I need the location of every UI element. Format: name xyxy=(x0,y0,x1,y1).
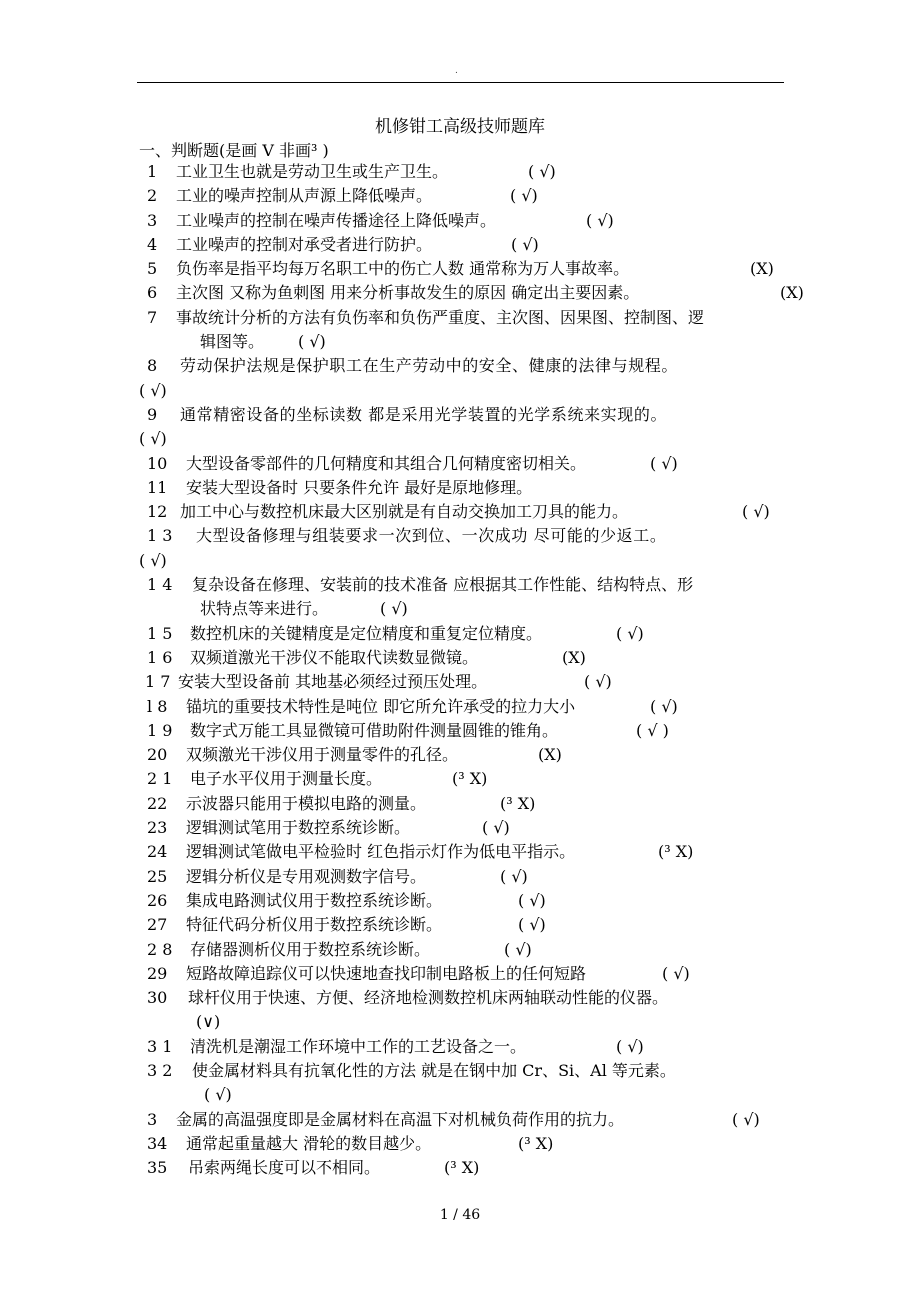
question-answer: ( √ ) xyxy=(636,720,669,740)
question-text: 使金属材料具有抗氧化性的方法 就是在钢中加 Cr、Si、Al 等元素。 xyxy=(192,1060,676,1080)
question-number: 5 xyxy=(147,259,158,279)
question-item xyxy=(0,573,920,597)
question-item xyxy=(0,160,920,184)
question-number: 25 xyxy=(147,866,168,886)
question-number: 35 xyxy=(147,1158,168,1178)
question-number: 22 xyxy=(147,793,168,813)
question-continuation xyxy=(0,1010,920,1034)
question-item xyxy=(0,670,920,694)
question-item xyxy=(0,622,920,646)
question-item xyxy=(0,816,920,840)
question-text: 负伤率是指平均每万名职工中的伤亡人数 通常称为万人事故率。 xyxy=(176,259,630,279)
question-text: 通常起重量越大 滑轮的数目越少。 xyxy=(186,1133,432,1153)
question-answer: (X) xyxy=(750,259,774,279)
question-list xyxy=(0,160,920,1180)
question-continuation xyxy=(0,597,920,621)
question-answer: ( √) xyxy=(204,1085,232,1105)
question-number: 23 xyxy=(147,818,168,838)
question-answer: ( √) xyxy=(650,696,678,716)
question-answer: ( √) xyxy=(510,186,538,206)
question-item xyxy=(0,233,920,257)
question-answer: ( √) xyxy=(511,234,539,254)
question-answer: ( √) xyxy=(662,963,690,983)
question-number: 4 xyxy=(147,234,158,254)
question-number: 11 xyxy=(147,477,168,497)
question-text: 主次图 又称为鱼刺图 用来分析事故发生的原因 确定出主要因素。 xyxy=(176,283,640,303)
question-item xyxy=(0,209,920,233)
question-number: 3 1 xyxy=(147,1036,173,1056)
question-number: l 8 xyxy=(147,696,168,716)
question-item xyxy=(0,403,920,427)
question-item xyxy=(0,792,920,816)
question-answer: (³ X) xyxy=(444,1158,480,1178)
question-text: 数字式万能工具显微镜可借助附件测量圆锥的锥角。 xyxy=(190,720,559,740)
question-item xyxy=(0,1108,920,1132)
question-number: 20 xyxy=(147,745,168,765)
question-item xyxy=(0,257,920,281)
question-number: 10 xyxy=(147,453,168,473)
question-number: 8 xyxy=(147,356,158,376)
header-rule xyxy=(137,82,784,83)
question-answer: ( √) xyxy=(616,623,644,643)
question-item xyxy=(0,646,920,670)
question-answer: (³ X) xyxy=(658,842,694,862)
question-answer: (X) xyxy=(562,647,586,667)
question-continuation xyxy=(0,379,920,403)
question-item xyxy=(0,913,920,937)
question-text: 大型设备修理与组装要求一次到位、一次成功 尽可能的少返工。 xyxy=(196,526,667,546)
question-number: 1 7 xyxy=(145,672,171,692)
question-continuation xyxy=(0,330,920,354)
question-answer: ( √) xyxy=(616,1036,644,1056)
question-answer: (∨) xyxy=(196,1012,221,1032)
question-answer: ( √) xyxy=(500,866,528,886)
question-item xyxy=(0,889,920,913)
question-answer: ( √) xyxy=(504,939,532,959)
document-title: 机修钳工高级技师题库 xyxy=(375,117,545,137)
question-number: 1 4 xyxy=(147,575,173,595)
question-text: 示波器只能用于模拟电路的测量。 xyxy=(186,793,427,813)
question-number: 27 xyxy=(147,915,168,935)
question-item xyxy=(0,306,920,330)
question-item xyxy=(0,524,920,548)
question-text: 安装大型设备时 只要条件允许 最好是原地修理。 xyxy=(186,477,533,497)
question-number: 9 xyxy=(147,404,158,424)
question-answer: (X) xyxy=(538,745,562,765)
question-text-continued: 辑图等。 xyxy=(200,332,265,352)
question-item xyxy=(0,938,920,962)
question-number: 1 xyxy=(147,162,158,181)
question-number: 1 3 xyxy=(147,526,173,546)
question-text: 通常精密设备的坐标读数 都是采用光学装置的光学系统来实现的。 xyxy=(180,404,668,424)
question-number: 1 5 xyxy=(147,623,173,643)
question-text: 复杂设备在修理、安装前的技术准备 应根据其工作性能、结构特点、形 xyxy=(192,575,694,595)
question-answer: ( √) xyxy=(528,162,556,181)
question-item xyxy=(0,354,920,378)
question-continuation xyxy=(0,549,920,573)
header-dot: . xyxy=(455,66,458,76)
question-answer: (X) xyxy=(780,283,804,303)
question-number: 3 xyxy=(147,210,158,230)
question-number: 2 8 xyxy=(147,939,173,959)
question-text: 工业的噪声控制从声源上降低噪声。 xyxy=(176,186,433,206)
question-answer: ( √) xyxy=(650,453,678,473)
question-answer: (³ X) xyxy=(500,793,536,813)
section-heading: 一、判断题(是画 V 非画³ ) xyxy=(139,141,329,160)
question-number: 1 6 xyxy=(147,647,173,667)
question-text-continued: 状特点等来进行。 xyxy=(200,599,329,619)
question-item xyxy=(0,962,920,986)
question-item xyxy=(0,865,920,889)
question-answer: (³ X) xyxy=(452,769,488,789)
question-text: 球杆仪用于快速、方便、经济地检测数控机床两轴联动性能的仪器。 xyxy=(188,988,669,1008)
question-item xyxy=(0,719,920,743)
question-text: 金属的高温强度即是金属材料在高温下对机械负荷作用的抗力。 xyxy=(176,1109,625,1129)
question-number: 34 xyxy=(147,1133,168,1153)
question-text: 存储器测析仪用于数控系统诊断。 xyxy=(190,939,431,959)
question-number: 2 xyxy=(147,186,158,206)
question-answer: ( √) xyxy=(742,502,770,522)
question-text: 工业卫生也就是劳动卫生或生产卫生。 xyxy=(176,162,449,181)
question-answer: ( √) xyxy=(518,890,546,910)
question-text: 事故统计分析的方法有负伤率和负伤严重度、主次图、因果图、控制图、逻 xyxy=(176,307,705,327)
question-continuation xyxy=(0,427,920,451)
question-text: 数控机床的关键精度是定位精度和重复定位精度。 xyxy=(190,623,543,643)
question-text: 安装大型设备前 其地基必须经过预压处理。 xyxy=(178,672,488,692)
question-item xyxy=(0,1035,920,1059)
question-item xyxy=(0,695,920,719)
question-item xyxy=(0,476,920,500)
question-number: 3 2 xyxy=(147,1060,173,1080)
question-text: 短路故障追踪仪可以快速地查找印制电路板上的任何短路 xyxy=(186,963,587,983)
question-text: 大型设备零部件的几何精度和其组合几何精度密切相关。 xyxy=(186,453,587,473)
question-number: 30 xyxy=(147,988,168,1008)
question-answer: ( √) xyxy=(380,599,408,619)
question-answer: ( √) xyxy=(584,672,612,692)
question-answer: ( √) xyxy=(139,550,167,570)
question-answer: ( √) xyxy=(732,1109,760,1129)
question-text: 锚坑的重要技术特性是吨位 即它所允许承受的拉力大小 xyxy=(186,696,576,716)
question-text: 加工中心与数控机床最大区别就是有自动交换加工刀具的能力。 xyxy=(180,502,629,522)
question-answer: ( √) xyxy=(518,915,546,935)
question-number: 24 xyxy=(147,842,168,862)
question-item xyxy=(0,767,920,791)
question-text: 逻辑分析仪是专用观测数字信号。 xyxy=(186,866,427,886)
question-answer: ( √) xyxy=(139,380,167,400)
question-number: 1 9 xyxy=(147,720,173,740)
question-number: 26 xyxy=(147,890,168,910)
page-number: 1 / 46 xyxy=(439,1207,481,1223)
question-answer: (³ X) xyxy=(518,1133,554,1153)
question-number: 3 xyxy=(147,1109,158,1129)
question-number: 2 1 xyxy=(147,769,173,789)
question-text: 劳动保护法规是保护职工在生产劳动中的安全、健康的法律与规程。 xyxy=(180,356,679,376)
question-text: 吊索两绳长度可以不相同。 xyxy=(188,1158,381,1178)
question-text: 特征代码分析仪用于数控系统诊断。 xyxy=(186,915,443,935)
question-item xyxy=(0,500,920,524)
question-text: 双频激光干涉仪用于测量零件的孔径。 xyxy=(186,745,459,765)
question-item xyxy=(0,452,920,476)
question-answer: ( √) xyxy=(586,210,614,230)
question-item xyxy=(0,281,920,305)
question-answer: ( √) xyxy=(482,818,510,838)
question-number: 6 xyxy=(147,283,158,303)
question-answer: ( √) xyxy=(298,332,326,352)
question-text: 清洗机是潮湿工作环境中工作的工艺设备之一。 xyxy=(190,1036,527,1056)
question-item xyxy=(0,986,920,1010)
question-number: 29 xyxy=(147,963,168,983)
question-text: 逻辑测试笔做电平检验时 红色指示灯作为低电平指示。 xyxy=(186,842,576,862)
question-continuation xyxy=(0,1083,920,1107)
question-item xyxy=(0,743,920,767)
question-item xyxy=(0,1132,920,1156)
question-item xyxy=(0,840,920,864)
question-item xyxy=(0,1059,920,1083)
question-item xyxy=(0,184,920,208)
question-text: 工业噪声的控制对承受者进行防护。 xyxy=(176,234,433,254)
question-item xyxy=(0,1156,920,1180)
question-text: 电子水平仪用于测量长度。 xyxy=(190,769,383,789)
question-answer: ( √) xyxy=(139,429,167,449)
question-text: 集成电路测试仪用于数控系统诊断。 xyxy=(186,890,443,910)
question-text: 双频道激光干涉仪不能取代读数显微镜。 xyxy=(190,647,479,667)
question-text: 逻辑测试笔用于数控系统诊断。 xyxy=(186,818,411,838)
question-number: 7 xyxy=(147,307,158,327)
question-text: 工业噪声的控制在噪声传播途径上降低噪声。 xyxy=(176,210,497,230)
question-number: 12 xyxy=(147,502,168,522)
